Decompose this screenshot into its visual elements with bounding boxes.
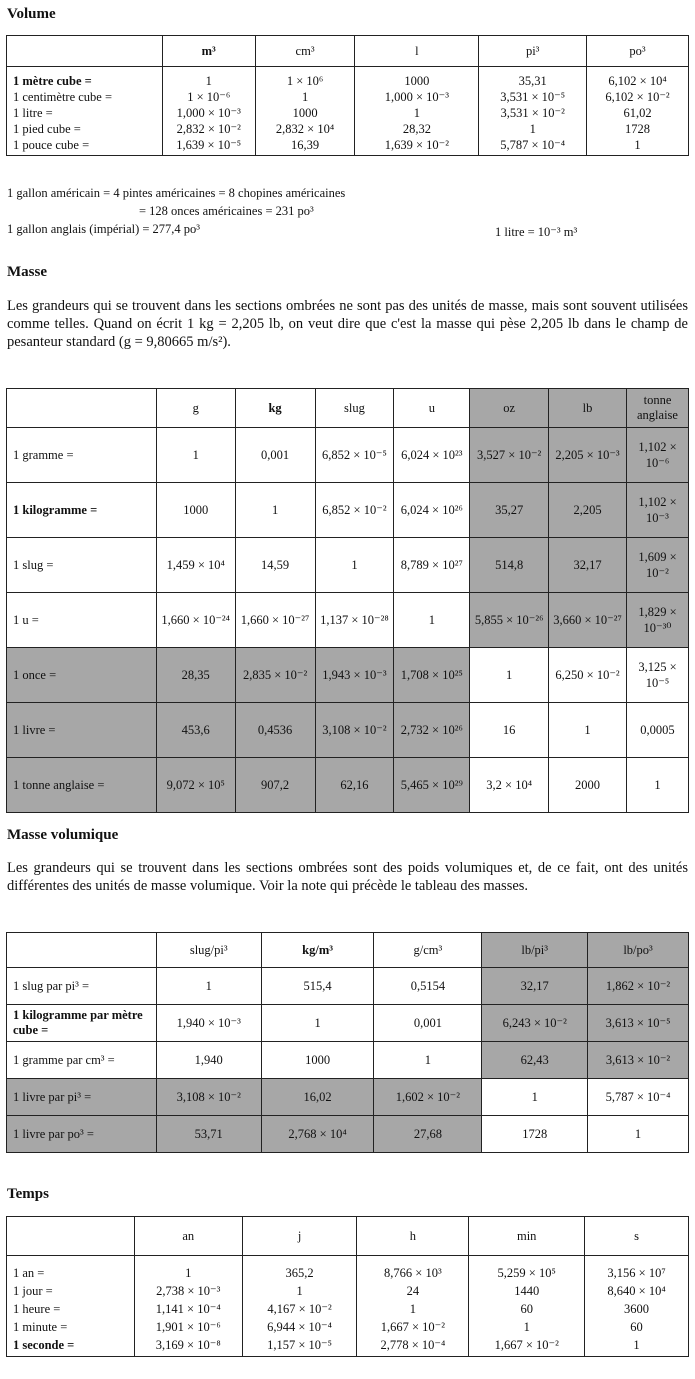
table-row bbox=[7, 538, 689, 593]
table-cell: 35,27 bbox=[470, 483, 549, 538]
table-cell: 1440 bbox=[469, 1282, 585, 1300]
table-row bbox=[7, 758, 689, 813]
table-cell: 5,259 × 10⁵ bbox=[469, 1256, 585, 1283]
column-header bbox=[7, 933, 157, 968]
column-header: lb/po³ bbox=[588, 933, 689, 968]
table-cell: 3,108 × 10⁻² bbox=[315, 703, 394, 758]
table-cell: 1 bbox=[470, 648, 549, 703]
table-cell: 1,829 × 10⁻³⁰ bbox=[626, 593, 688, 648]
table-cell: 0,001 bbox=[235, 428, 315, 483]
row-label: 1 tonne anglaise = bbox=[7, 758, 157, 813]
table-row bbox=[7, 105, 689, 121]
row-label: 1 pied cube = bbox=[7, 121, 163, 137]
column-header: m³ bbox=[162, 36, 255, 67]
table-cell: 3,2 × 10⁴ bbox=[470, 758, 549, 813]
table-cell: 3,531 × 10⁻⁵ bbox=[479, 89, 587, 105]
table-cell: 1 × 10⁶ bbox=[255, 67, 355, 90]
table-cell: 16,02 bbox=[261, 1079, 374, 1116]
table-cell: 27,68 bbox=[374, 1116, 482, 1153]
table-cell: 907,2 bbox=[235, 758, 315, 813]
column-header: oz bbox=[470, 389, 549, 428]
table-cell: 2,835 × 10⁻² bbox=[235, 648, 315, 703]
table-cell: 1,708 × 10²⁵ bbox=[394, 648, 470, 703]
table-cell: 2,832 × 10⁻² bbox=[162, 121, 255, 137]
column-header: pi³ bbox=[479, 36, 587, 67]
table-cell: 3,660 × 10⁻²⁷ bbox=[549, 593, 627, 648]
table-row bbox=[7, 1300, 689, 1318]
table-cell: 3,527 × 10⁻² bbox=[470, 428, 549, 483]
column-header: kg/m³ bbox=[261, 933, 374, 968]
table-cell: 5,855 × 10⁻²⁶ bbox=[470, 593, 549, 648]
table-cell: 0,4536 bbox=[235, 703, 315, 758]
litre-note: 1 litre = 10⁻³ m³ bbox=[495, 225, 578, 239]
table-row bbox=[7, 593, 689, 648]
table-row bbox=[7, 1336, 689, 1357]
table-cell: 6,102 × 10⁻² bbox=[587, 89, 689, 105]
table-cell: 1,639 × 10⁻² bbox=[355, 137, 479, 156]
table-cell: 3,613 × 10⁻⁵ bbox=[588, 1005, 689, 1042]
column-header: cm³ bbox=[255, 36, 355, 67]
masse-table bbox=[6, 388, 689, 813]
table-cell: 1 bbox=[357, 1300, 469, 1318]
table-cell: 1 bbox=[315, 538, 394, 593]
table-cell: 2,205 × 10⁻³ bbox=[549, 428, 627, 483]
table-cell: 1 bbox=[242, 1282, 357, 1300]
table-cell: 1,943 × 10⁻³ bbox=[315, 648, 394, 703]
column-header bbox=[7, 1217, 135, 1256]
row-label: 1 kilogramme = bbox=[7, 483, 157, 538]
table-cell: 62,16 bbox=[315, 758, 394, 813]
table-cell: 1,102 × 10⁻⁶ bbox=[626, 428, 688, 483]
table-cell: 1 bbox=[261, 1005, 374, 1042]
table-cell: 28,35 bbox=[156, 648, 235, 703]
table-cell: 515,4 bbox=[261, 968, 374, 1005]
table-cell: 1,609 × 10⁻² bbox=[626, 538, 688, 593]
row-label: 1 kilogramme par mètre cube = bbox=[7, 1005, 157, 1042]
gallon-us-note-line2: = 128 onces américaines = 231 po³ bbox=[139, 204, 314, 218]
table-cell: 3600 bbox=[585, 1300, 689, 1318]
table-cell: 1 bbox=[549, 703, 627, 758]
table-cell: 1 bbox=[235, 483, 315, 538]
row-label: 1 litre = bbox=[7, 105, 163, 121]
table-row bbox=[7, 1318, 689, 1336]
row-label: 1 livre par pi³ = bbox=[7, 1079, 157, 1116]
column-header: slug/pi³ bbox=[156, 933, 261, 968]
temps-section-title: Temps bbox=[7, 1186, 49, 1202]
table-cell: 3,156 × 10⁷ bbox=[585, 1256, 689, 1283]
table-cell: 453,6 bbox=[156, 703, 235, 758]
table-row bbox=[7, 1042, 689, 1079]
table-row bbox=[7, 1079, 689, 1116]
table-cell: 6,250 × 10⁻² bbox=[549, 648, 627, 703]
table-cell: 3,613 × 10⁻² bbox=[588, 1042, 689, 1079]
table-cell: 1 bbox=[482, 1079, 588, 1116]
table-cell: 1,940 bbox=[156, 1042, 261, 1079]
table-cell: 1 bbox=[162, 67, 255, 90]
column-header: tonne anglaise bbox=[626, 389, 688, 428]
column-header: slug bbox=[315, 389, 394, 428]
row-label: 1 slug par pi³ = bbox=[7, 968, 157, 1005]
row-label: 1 centimètre cube = bbox=[7, 89, 163, 105]
table-cell: 514,8 bbox=[470, 538, 549, 593]
volume-section-title: Volume bbox=[7, 6, 56, 22]
row-label: 1 livre par po³ = bbox=[7, 1116, 157, 1153]
table-cell: 6,024 × 10²³ bbox=[394, 428, 470, 483]
table-cell: 9,072 × 10⁵ bbox=[156, 758, 235, 813]
table-cell: 3,531 × 10⁻² bbox=[479, 105, 587, 121]
gallon-uk-note: 1 gallon anglais (impérial) = 277,4 po³ bbox=[7, 222, 201, 236]
table-cell: 1,157 × 10⁻⁵ bbox=[242, 1336, 357, 1357]
table-cell: 1000 bbox=[255, 105, 355, 121]
table-cell: 8,789 × 10²⁷ bbox=[394, 538, 470, 593]
table-cell: 1,102 × 10⁻³ bbox=[626, 483, 688, 538]
table-row bbox=[7, 1116, 689, 1153]
table-row bbox=[7, 1282, 689, 1300]
table-cell: 5,787 × 10⁻⁴ bbox=[588, 1079, 689, 1116]
row-label: 1 seconde = bbox=[7, 1336, 135, 1357]
gallon-us-note-line1: 1 gallon américain = 4 pintes américaines = 8 chopines américaines bbox=[7, 186, 346, 200]
header-row bbox=[7, 36, 689, 67]
table-cell: 8,640 × 10⁴ bbox=[585, 1282, 689, 1300]
row-label: 1 slug = bbox=[7, 538, 157, 593]
table-cell: 1,000 × 10⁻³ bbox=[355, 89, 479, 105]
table-cell: 1000 bbox=[156, 483, 235, 538]
table-cell: 1,000 × 10⁻³ bbox=[162, 105, 255, 121]
column-header: po³ bbox=[587, 36, 689, 67]
table-cell: 6,243 × 10⁻² bbox=[482, 1005, 588, 1042]
table-cell: 32,17 bbox=[549, 538, 627, 593]
table-cell: 32,17 bbox=[482, 968, 588, 1005]
table-cell: 53,71 bbox=[156, 1116, 261, 1153]
table-cell: 1 bbox=[355, 105, 479, 121]
table-row bbox=[7, 648, 689, 703]
table-cell: 1,639 × 10⁻⁵ bbox=[162, 137, 255, 156]
table-row bbox=[7, 89, 689, 105]
table-cell: 24 bbox=[357, 1282, 469, 1300]
table-cell: 3,169 × 10⁻⁸ bbox=[134, 1336, 242, 1357]
column-header: an bbox=[134, 1217, 242, 1256]
table-cell: 0,5154 bbox=[374, 968, 482, 1005]
row-label: 1 mètre cube = bbox=[7, 67, 163, 90]
table-cell: 0,001 bbox=[374, 1005, 482, 1042]
table-cell: 1,137 × 10⁻²⁸ bbox=[315, 593, 394, 648]
masse-intro-paragraph: Les grandeurs qui se trouvent dans les sections ombrées ne sont pas des unités de masse, mais sont souvent utilisées comme telles. Quand on écrit 1 kg = 2,205 lb, on veut dire que c'est la masse qui pèse 2,205 lb dans le champ de pesanteur standard (g = 9,80665 m/s²). bbox=[7, 298, 688, 350]
table-cell: 1 bbox=[134, 1256, 242, 1283]
table-cell: 6,852 × 10⁻² bbox=[315, 483, 394, 538]
column-header: g/cm³ bbox=[374, 933, 482, 968]
table-cell: 16 bbox=[470, 703, 549, 758]
table-cell: 365,2 bbox=[242, 1256, 357, 1283]
table-cell: 1,141 × 10⁻⁴ bbox=[134, 1300, 242, 1318]
table-row bbox=[7, 121, 689, 137]
table-cell: 3,125 × 10⁻⁵ bbox=[626, 648, 688, 703]
table-cell: 28,32 bbox=[355, 121, 479, 137]
column-header: j bbox=[242, 1217, 357, 1256]
table-row bbox=[7, 67, 689, 90]
column-header: min bbox=[469, 1217, 585, 1256]
row-label: 1 pouce cube = bbox=[7, 137, 163, 156]
header-row bbox=[7, 933, 689, 968]
table-cell: 60 bbox=[585, 1318, 689, 1336]
masse-volumique-table bbox=[6, 932, 689, 1153]
row-label: 1 gramme par cm³ = bbox=[7, 1042, 157, 1079]
table-cell: 1 bbox=[479, 121, 587, 137]
table-cell: 1 bbox=[587, 137, 689, 156]
table-cell: 2,778 × 10⁻⁴ bbox=[357, 1336, 469, 1357]
table-cell: 2000 bbox=[549, 758, 627, 813]
column-header: kg bbox=[235, 389, 315, 428]
table-cell: 1 bbox=[626, 758, 688, 813]
table-cell: 5,787 × 10⁻⁴ bbox=[479, 137, 587, 156]
table-row bbox=[7, 1005, 689, 1042]
header-row bbox=[7, 389, 689, 428]
table-cell: 1 bbox=[255, 89, 355, 105]
table-cell: 1 bbox=[469, 1318, 585, 1336]
column-header: lb/pi³ bbox=[482, 933, 588, 968]
table-cell: 2,732 × 10²⁶ bbox=[394, 703, 470, 758]
row-label: 1 gramme = bbox=[7, 428, 157, 483]
table-cell: 1 bbox=[156, 428, 235, 483]
table-cell: 35,31 bbox=[479, 67, 587, 90]
table-cell: 1000 bbox=[355, 67, 479, 90]
header-row bbox=[7, 1217, 689, 1256]
table-row bbox=[7, 428, 689, 483]
table-cell: 14,59 bbox=[235, 538, 315, 593]
table-cell: 1728 bbox=[482, 1116, 588, 1153]
table-cell: 3,108 × 10⁻² bbox=[156, 1079, 261, 1116]
table-cell: 1000 bbox=[261, 1042, 374, 1079]
row-label: 1 once = bbox=[7, 648, 157, 703]
column-header bbox=[7, 389, 157, 428]
table-row bbox=[7, 137, 689, 156]
table-cell: 1 bbox=[588, 1116, 689, 1153]
masse-section-title: Masse bbox=[7, 264, 47, 280]
row-label: 1 heure = bbox=[7, 1300, 135, 1318]
column-header: l bbox=[355, 36, 479, 67]
table-cell: 2,768 × 10⁴ bbox=[261, 1116, 374, 1153]
table-row bbox=[7, 1256, 689, 1283]
table-cell: 1,862 × 10⁻² bbox=[588, 968, 689, 1005]
table-cell: 1,660 × 10⁻²⁴ bbox=[156, 593, 235, 648]
column-header: h bbox=[357, 1217, 469, 1256]
table-cell: 4,167 × 10⁻² bbox=[242, 1300, 357, 1318]
table-cell: 1 × 10⁻⁶ bbox=[162, 89, 255, 105]
table-cell: 0,0005 bbox=[626, 703, 688, 758]
table-cell: 1,660 × 10⁻²⁷ bbox=[235, 593, 315, 648]
table-cell: 6,944 × 10⁻⁴ bbox=[242, 1318, 357, 1336]
table-cell: 6,024 × 10²⁶ bbox=[394, 483, 470, 538]
table-cell: 1 bbox=[156, 968, 261, 1005]
table-row bbox=[7, 483, 689, 538]
column-header: s bbox=[585, 1217, 689, 1256]
row-label: 1 livre = bbox=[7, 703, 157, 758]
masse-volumique-section-title: Masse volumique bbox=[7, 827, 119, 843]
row-label: 1 u = bbox=[7, 593, 157, 648]
masse-volumique-intro-paragraph: Les grandeurs qui se trouvent dans les sections ombrées sont des poids volumiques et, de ce fait, ont des unités différentes des unités de masse volumique. Voir la note qui précède le tableau des masses. bbox=[7, 860, 688, 894]
temps-table bbox=[6, 1216, 689, 1357]
table-cell: 1 bbox=[394, 593, 470, 648]
table-cell: 1,667 × 10⁻² bbox=[469, 1336, 585, 1357]
table-cell: 1,901 × 10⁻⁶ bbox=[134, 1318, 242, 1336]
table-cell: 2,832 × 10⁴ bbox=[255, 121, 355, 137]
table-cell: 6,852 × 10⁻⁵ bbox=[315, 428, 394, 483]
column-header bbox=[7, 36, 163, 67]
table-cell: 16,39 bbox=[255, 137, 355, 156]
column-header: g bbox=[156, 389, 235, 428]
row-label: 1 minute = bbox=[7, 1318, 135, 1336]
column-header: lb bbox=[549, 389, 627, 428]
table-cell: 1,459 × 10⁴ bbox=[156, 538, 235, 593]
table-cell: 1,602 × 10⁻² bbox=[374, 1079, 482, 1116]
table-cell: 6,102 × 10⁴ bbox=[587, 67, 689, 90]
table-row bbox=[7, 703, 689, 758]
volume-table bbox=[6, 35, 689, 156]
table-cell: 1,940 × 10⁻³ bbox=[156, 1005, 261, 1042]
table-cell: 1 bbox=[374, 1042, 482, 1079]
table-cell: 62,43 bbox=[482, 1042, 588, 1079]
table-cell: 2,205 bbox=[549, 483, 627, 538]
table-cell: 8,766 × 10³ bbox=[357, 1256, 469, 1283]
table-cell: 1 bbox=[585, 1336, 689, 1357]
table-cell: 61,02 bbox=[587, 105, 689, 121]
table-cell: 1728 bbox=[587, 121, 689, 137]
table-row bbox=[7, 968, 689, 1005]
table-cell: 60 bbox=[469, 1300, 585, 1318]
row-label: 1 jour = bbox=[7, 1282, 135, 1300]
row-label: 1 an = bbox=[7, 1256, 135, 1283]
column-header: u bbox=[394, 389, 470, 428]
table-cell: 1,667 × 10⁻² bbox=[357, 1318, 469, 1336]
table-cell: 5,465 × 10²⁹ bbox=[394, 758, 470, 813]
table-cell: 2,738 × 10⁻³ bbox=[134, 1282, 242, 1300]
